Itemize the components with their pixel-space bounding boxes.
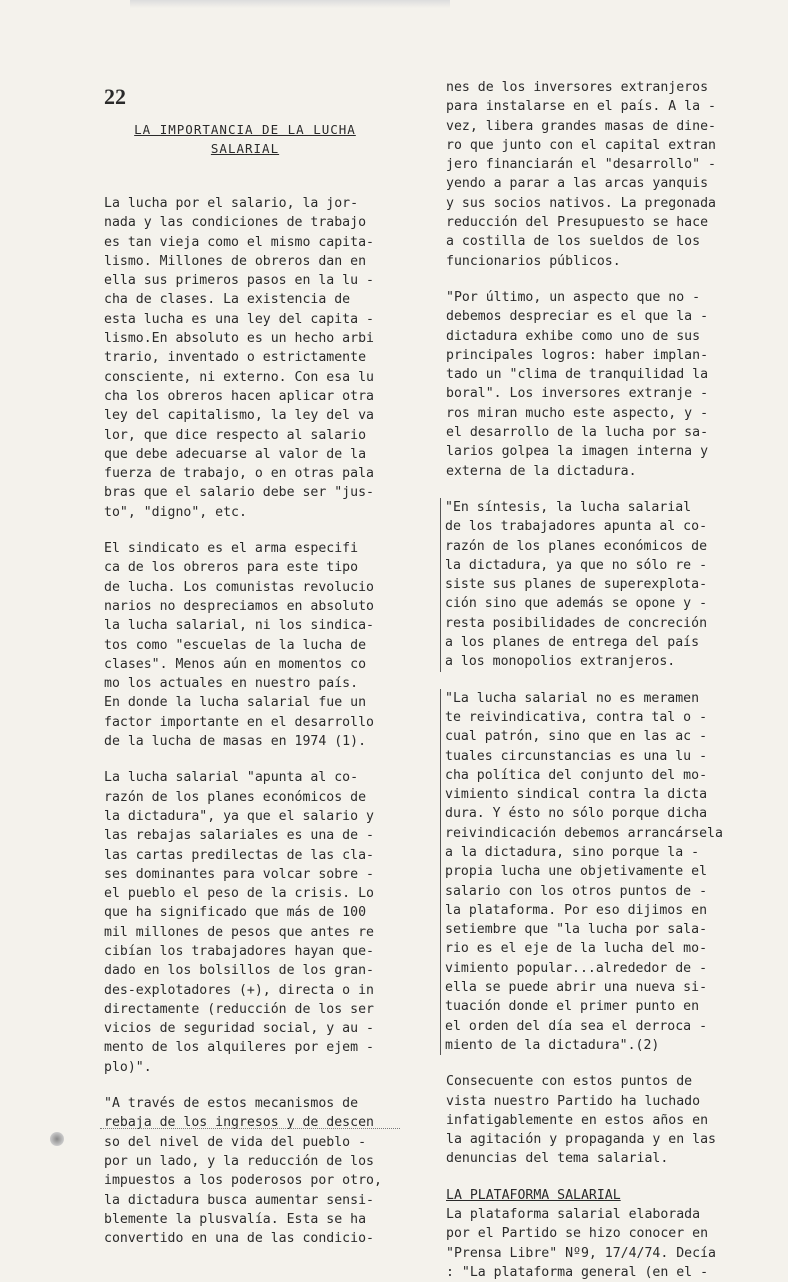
text-line: vimiento popular...alrededor de - xyxy=(445,960,708,976)
text-line: el orden del día sea el derroca - xyxy=(445,1018,708,1034)
text-line: ca de los obreros para este tipo xyxy=(104,560,359,576)
text-line: lismo. Millones de obreros dan en xyxy=(104,253,367,269)
text-line: ros miran mucho este aspecto, y - xyxy=(446,405,709,421)
text-line: cha los obreros hacen aplicar otra xyxy=(104,388,374,404)
text-line: la dictadura, ya que no sólo re - xyxy=(445,557,708,573)
text-line: tuales circunstancias es una lu - xyxy=(445,748,708,764)
text-line: nes de los inversores extranjeros xyxy=(446,80,709,95)
paragraph xyxy=(446,288,748,481)
title-line: LA IMPORTANCIA DE LA LUCHA xyxy=(134,122,356,137)
text-line: te reivindicativa, contra tal o - xyxy=(445,709,708,725)
text-line: vicios de seguridad social, y au - xyxy=(104,1021,374,1037)
text-line: que debe adecuarse al valor de la xyxy=(104,446,367,462)
text-line: : "La plataforma general (en el - xyxy=(446,1264,709,1280)
text-line: que ha significado que más de 100 xyxy=(104,905,367,921)
text-line: la dictadura", ya que el salario y xyxy=(104,808,374,824)
text-line: lor, que dice respecto al salario xyxy=(104,427,367,443)
text-line: de lucha. Los comunistas revolucio xyxy=(104,579,374,595)
text-line: so del nivel de vida del pueblo - xyxy=(104,1134,367,1150)
text-line: cha política del conjunto del mo- xyxy=(445,767,708,783)
text-line: Consecuente con estos puntos de xyxy=(446,1074,693,1090)
text-line: blemente la plusvalía. Esta se ha xyxy=(104,1211,367,1227)
page-number: 22 xyxy=(104,84,126,109)
paragraph xyxy=(446,78,748,271)
text-line: setiembre que "la lucha por sala- xyxy=(445,922,708,938)
text-line: narios no despreciamos en absoluto xyxy=(104,598,374,614)
text-line: directamente (reducción de los ser xyxy=(104,1001,374,1017)
text-line: el desarrollo de la lucha por sa- xyxy=(446,425,709,441)
text-line: El sindicato es el arma especifi xyxy=(104,541,359,557)
text-line: boral". Los inversores extranje - xyxy=(446,386,709,402)
text-line: clases". Menos aún en momentos co xyxy=(104,656,367,672)
text-line: reivindicación debemos arrancársela xyxy=(445,825,723,841)
text-line: la dictadura busca aumentar sensi- xyxy=(104,1192,374,1208)
paragraph xyxy=(440,498,748,672)
text-line: fuerza de trabajo, o en otras pala xyxy=(104,466,374,482)
text-line: "En síntesis, la lucha salarial xyxy=(445,499,692,515)
scan-mark xyxy=(50,1132,64,1146)
text-line: denuncias del tema salarial. xyxy=(446,1151,669,1167)
text-line: La plataforma salarial elaborada xyxy=(446,1207,701,1223)
text-line: la plataforma. Por eso dijimos en xyxy=(445,902,708,918)
text-line: las rebajas salariales es una de - xyxy=(104,828,374,844)
text-line: ses dominantes para volcar sobre - xyxy=(104,866,374,882)
title-line: SALARIAL xyxy=(210,141,280,156)
text-line: "La lucha salarial no es meramen xyxy=(445,690,700,706)
text-line: infatigablemente en estos años en xyxy=(446,1112,709,1128)
text-line: ley del capitalismo, la ley del va xyxy=(104,408,374,424)
text-line: de los trabajadores apunta al co- xyxy=(445,519,708,535)
sub-heading: LA PLATAFORMA SALARIAL xyxy=(446,1187,621,1203)
text-line: resta posibilidades de concreción xyxy=(445,615,708,631)
paragraph xyxy=(446,1186,748,1282)
text-line: tos como "escuelas de la lucha de xyxy=(104,637,367,653)
text-line: funcionarios públicos. xyxy=(446,253,621,269)
text-line: tuación donde el primer punto en xyxy=(445,999,700,1015)
text-line: de la lucha de masas en 1974 (1). xyxy=(104,734,367,750)
paragraph xyxy=(104,1094,404,1248)
text-line: el pueblo el peso de la crisis. Lo xyxy=(104,886,374,902)
text-line: a costilla de los sueldos de los xyxy=(446,234,701,250)
text-line: yendo a parar a las arcas yanquis xyxy=(446,176,709,192)
text-line: cha de clases. La existencia de xyxy=(104,292,351,308)
text-line: propia lucha une objetivamente el xyxy=(445,864,708,880)
text-line: las cartas predilectas de las cla- xyxy=(104,847,374,863)
text-line: rebaja de los ingresos y de descen xyxy=(104,1115,374,1131)
text-line: factor importante en el desarrollo xyxy=(104,714,374,730)
text-line: miento de la dictadura".(2) xyxy=(445,1037,660,1053)
text-line: trario, inventado o estrictamente xyxy=(104,350,367,366)
text-line: reducción del Presupuesto se hace xyxy=(446,215,709,231)
text-line: esta lucha es una ley del capita - xyxy=(104,311,374,327)
text-line: siste sus planes de superexplota- xyxy=(445,577,708,593)
text-line: a los monopolios extranjeros. xyxy=(445,654,676,670)
left-column xyxy=(104,194,404,1248)
right-column xyxy=(446,78,748,1282)
footer-rule xyxy=(100,1128,400,1130)
text-line: "Por último, un aspecto que no - xyxy=(446,289,701,305)
text-line: "A través de estos mecanismos de xyxy=(104,1096,359,1112)
paragraph xyxy=(446,1072,748,1168)
text-line: "Prensa Libre" Nº9, 17/4/74. Decía xyxy=(446,1245,716,1261)
text-line: convertido en una de las condicio- xyxy=(104,1231,374,1247)
text-line: la agitación y propaganda y en las xyxy=(446,1132,716,1148)
text-line: salario con los otros puntos de - xyxy=(445,883,708,899)
text-line: ella sus primeros pasos en la lu - xyxy=(104,273,374,289)
paragraph xyxy=(104,539,404,751)
section-title xyxy=(110,120,380,158)
text-line: ción sino que además se opone y - xyxy=(445,596,708,612)
text-line: para instalarse en el país. A la - xyxy=(446,99,716,115)
text-line: dura. Y ésto no sólo porque dicha xyxy=(445,806,708,822)
text-line: mo los actuales en nuestro país. xyxy=(104,676,359,692)
text-line: tado un "clima de tranquilidad la xyxy=(446,367,709,383)
text-line: cual patrón, sino que en las ac - xyxy=(445,729,708,745)
text-line: la lucha salarial, ni los sindica- xyxy=(104,618,374,634)
text-line: jero financiarán el "desarrollo" - xyxy=(446,157,716,173)
text-line: por un lado, y la reducción de los xyxy=(104,1153,374,1169)
text-line: plo)". xyxy=(104,1059,152,1075)
text-line: La lucha por el salario, la jor- xyxy=(104,196,359,211)
text-line: dado en los bolsillos de los gran- xyxy=(104,963,374,979)
text-line: externa de la dictadura. xyxy=(446,463,637,479)
text-line: rio es el eje de la lucha del mo- xyxy=(445,941,708,957)
text-line: La lucha salarial "apunta al co- xyxy=(104,770,359,786)
text-line: larios golpea la imagen interna y xyxy=(446,444,709,460)
paragraph xyxy=(440,689,748,1056)
text-line: dictadura exhibe como uno de sus xyxy=(446,328,701,344)
text-line: nada y las condiciones de trabajo xyxy=(104,215,367,231)
paragraph xyxy=(104,768,404,1077)
text-line: consciente, ni externo. Con esa lu xyxy=(104,369,374,385)
text-line: mil millones de pesos que antes re xyxy=(104,924,374,940)
text-line: bras que el salario debe ser "jus- xyxy=(104,485,374,501)
text-line: razón de los planes económicos de xyxy=(104,789,367,805)
text-line: razón de los planes económicos de xyxy=(445,538,708,554)
text-line: des-explotadores (+), directa o in xyxy=(104,982,374,998)
text-line: ro que junto con el capital extran xyxy=(446,137,716,153)
text-line: En donde la lucha salarial fue un xyxy=(104,695,367,711)
text-line: y sus socios nativos. La pregonada xyxy=(446,195,716,211)
text-line: ella se puede abrir una nueva si- xyxy=(445,980,708,996)
text-line: es tan vieja como el mismo capita- xyxy=(104,234,374,250)
text-line: to", "digno", etc. xyxy=(104,504,247,520)
text-line: lismo.En absoluto es un hecho arbi xyxy=(104,331,374,347)
text-line: debemos despreciar es el que la - xyxy=(446,309,709,325)
text-line: vimiento sindical contra la dicta xyxy=(445,787,708,803)
text-line: vista nuestro Partido ha luchado xyxy=(446,1093,701,1109)
text-line: principales logros: haber implan- xyxy=(446,347,709,363)
text-line: mento de los alquileres por ejem - xyxy=(104,1040,374,1056)
text-line: por el Partido se hizo conocer en xyxy=(446,1226,709,1242)
text-line: a los planes de entrega del país xyxy=(445,635,700,651)
text-line: a la dictadura, sino porque la - xyxy=(445,844,700,860)
text-line: cibían los trabajadores hayan que- xyxy=(104,943,374,959)
scan-smudge xyxy=(130,0,450,8)
text-line: vez, libera grandes masas de dine- xyxy=(446,118,716,134)
paragraph xyxy=(104,194,404,522)
text-line: impuestos a los poderosos por otro, xyxy=(104,1173,382,1189)
